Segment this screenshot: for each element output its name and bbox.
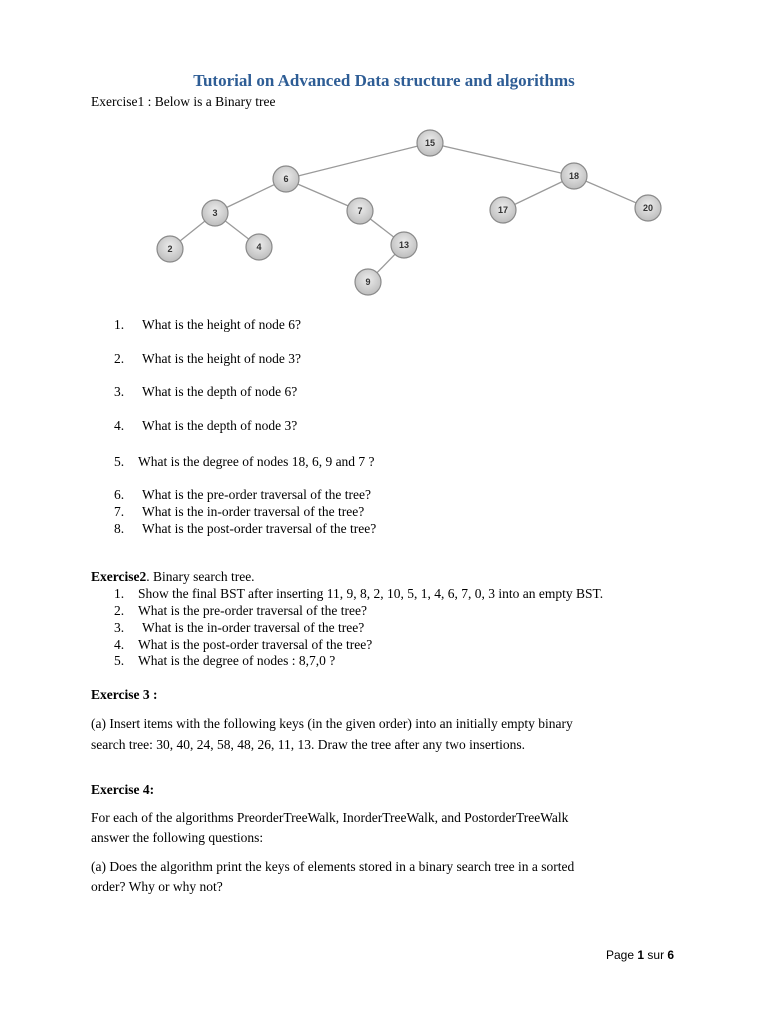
page-title: Tutorial on Advanced Data structure and algorithms xyxy=(193,71,575,90)
tree-node-label: 3 xyxy=(212,208,218,218)
list-item-text: What is the pre-order traversal of the tree? xyxy=(138,603,368,618)
list-item: 7. xyxy=(114,504,125,519)
list-item-text: What is the depth of node 3? xyxy=(142,418,298,433)
tree-node-label: 18 xyxy=(568,171,580,181)
page-number: Page 1 sur 6 xyxy=(606,948,675,962)
list-item: 3. xyxy=(114,620,125,635)
list-item-text: What is the degree of nodes 18, 6, 9 and 7 ? xyxy=(138,454,375,469)
list-item: 5. xyxy=(114,653,125,668)
tree-edge xyxy=(430,143,574,176)
list-item-text: What is the pre-order traversal of the tree? xyxy=(142,487,372,502)
paragraph-line: order? Why or why not? xyxy=(91,879,223,894)
tree-node-label: 6 xyxy=(283,174,289,184)
list-item: 4. xyxy=(114,418,125,433)
tree-node-label: 2 xyxy=(167,244,173,254)
list-item: 8. xyxy=(114,521,125,536)
list-item-text: What is the height of node 6? xyxy=(142,317,301,332)
tree-node-label: 4 xyxy=(256,242,262,252)
exercise3-heading: Exercise 3 : xyxy=(91,687,158,702)
list-item: 1. xyxy=(114,317,125,332)
list-item-text: What is the post-order traversal of the tree? xyxy=(138,637,373,652)
list-item: 2. xyxy=(114,603,125,618)
tree-node-label: 9 xyxy=(365,277,371,287)
list-item: 5. xyxy=(114,454,125,469)
list-item-text: Show the final BST after inserting 11, 9, 8, 2, 10, 5, 1, 4, 6, 7, 0, 3 into an empty BST. xyxy=(138,586,604,601)
paragraph-line: (a) Does the algorithm print the keys of elements stored in a binary search tree in a sorted xyxy=(91,859,575,874)
list-item: 2. xyxy=(114,351,125,366)
list-item: 6. xyxy=(114,487,125,502)
exercise2-heading: Exercise2. Binary search tree. xyxy=(91,569,255,584)
tree-node-label: 20 xyxy=(642,203,654,213)
exercise4-heading: Exercise 4: xyxy=(91,782,155,797)
list-item: 4. xyxy=(114,637,125,652)
tree-node-label: 7 xyxy=(357,206,363,216)
paragraph-line: For each of the algorithms PreorderTreeWalk, InorderTreeWalk, and PostorderTreeWalk xyxy=(91,810,569,825)
list-item-text: What is the in-order traversal of the tree? xyxy=(142,504,365,519)
tree-edge xyxy=(286,143,430,179)
list-item-text: What is the post-order traversal of the tree? xyxy=(142,521,377,536)
list-item: 1. xyxy=(114,586,125,601)
binary-tree-figure xyxy=(140,120,680,305)
list-item-text: What is the height of node 3? xyxy=(142,351,301,366)
list-item-text: What is the degree of nodes : 8,7,0 ? xyxy=(138,653,336,668)
tree-node-label: 17 xyxy=(497,205,509,215)
exercise1-heading: Exercise1 : Below is a Binary tree xyxy=(91,94,276,109)
paragraph-line: answer the following questions: xyxy=(91,830,264,845)
list-item-text: What is the in-order traversal of the tree? xyxy=(142,620,365,635)
tree-node-label: 15 xyxy=(424,138,436,148)
tree-node-label: 13 xyxy=(398,240,410,250)
list-item: 3. xyxy=(114,384,125,399)
list-item-text: What is the depth of node 6? xyxy=(142,384,298,399)
paragraph-line: search tree: 30, 40, 24, 58, 48, 26, 11, 13. Draw the tree after any two insertions. xyxy=(91,737,526,752)
paragraph-line: (a) Insert items with the following keys (in the given order) into an initially empty binary xyxy=(91,716,573,731)
